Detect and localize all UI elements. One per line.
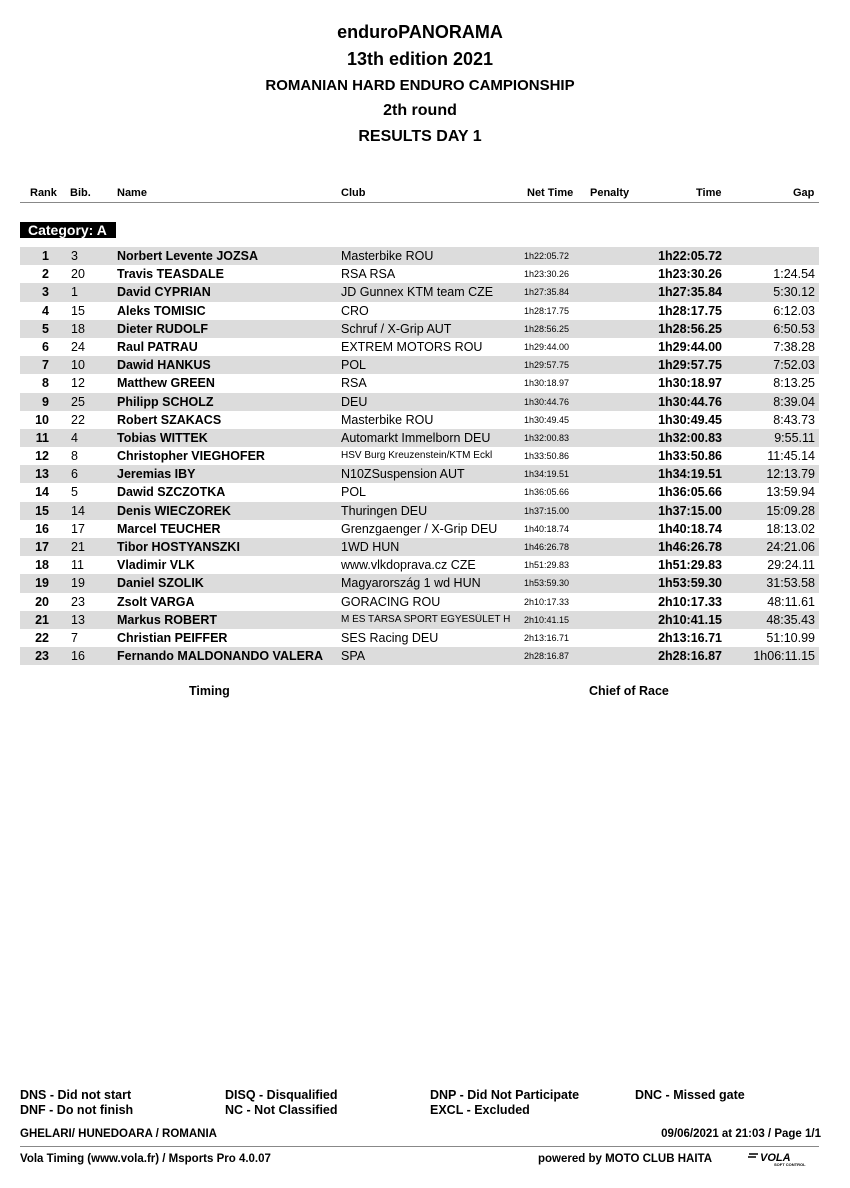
bib-cell: 25	[71, 394, 85, 409]
table-row	[20, 538, 819, 556]
table-row	[20, 411, 819, 429]
name-cell: Jeremias IBY	[117, 467, 196, 482]
club-cell: GORACING ROU	[341, 594, 441, 609]
gap-cell: 11:45.14	[767, 449, 815, 464]
time-cell: 1h30:44.76	[658, 394, 722, 409]
name-cell: Dawid SZCZOTKA	[117, 485, 226, 500]
table-row	[20, 629, 819, 647]
bib-cell: 22	[71, 412, 85, 427]
table-row	[20, 374, 819, 392]
club-cell: N10ZSuspension AUT	[341, 467, 465, 482]
bib-cell: 20	[71, 267, 85, 282]
net-time-cell: 1h32:00.83	[524, 432, 570, 443]
bib-cell: 24	[71, 339, 85, 354]
document-title-block	[0, 19, 840, 149]
name-cell: Matthew GREEN	[117, 376, 215, 391]
table-row	[20, 447, 819, 465]
table-row	[20, 283, 819, 301]
bib-cell: 6	[71, 467, 78, 482]
time-cell: 2h10:41.15	[658, 612, 722, 627]
bib-cell: 11	[71, 558, 84, 573]
header-gap: Gap	[793, 187, 815, 199]
name-cell: Travis TEASDALE	[117, 267, 224, 282]
bib-cell: 1	[71, 285, 78, 300]
rank-cell: 8	[42, 376, 49, 391]
svg-text:VOLA: VOLA	[760, 1152, 791, 1164]
event-name: enduroPANORAMA	[337, 22, 503, 42]
time-cell: 1h30:18.97	[658, 376, 722, 391]
time-cell: 1h27:35.84	[658, 285, 722, 300]
powered-by: powered by MOTO CLUB HAITA	[538, 1153, 712, 1165]
bib-cell: 14	[71, 503, 85, 518]
svg-text:SOFT CONTROL: SOFT CONTROL	[774, 1162, 806, 1167]
rank-cell: 20	[35, 594, 49, 609]
gap-cell: 7:38.28	[773, 339, 815, 354]
gap-cell: 9:55.11	[774, 430, 815, 445]
gap-cell: 6:12.03	[773, 303, 815, 318]
net-time-cell: 1h28:56.25	[524, 323, 570, 334]
gap-cell: 13:59.94	[766, 485, 815, 500]
table-row	[20, 247, 819, 265]
bib-cell: 4	[71, 430, 78, 445]
name-cell: Christopher VIEGHOFER	[117, 449, 265, 464]
time-cell: 1h36:05.66	[658, 485, 722, 500]
bib-cell: 3	[71, 249, 78, 263]
rank-cell: 1	[42, 249, 49, 263]
table-row	[20, 483, 819, 501]
name-cell: Raul PATRAU	[117, 339, 198, 354]
bib-cell: 8	[71, 449, 78, 464]
bib-cell: 21	[71, 540, 85, 554]
club-cell: RSA RSA	[341, 267, 396, 282]
gap-cell: 48:35.43	[766, 612, 815, 627]
timing-signature-label: Timing	[189, 684, 230, 698]
rank-cell: 10	[35, 412, 49, 427]
rank-cell: 6	[42, 339, 49, 354]
time-cell: 1h33:50.86	[658, 449, 722, 464]
bib-cell: 15	[71, 303, 85, 318]
table-row	[20, 593, 819, 611]
net-time-cell: 1h30:18.97	[524, 378, 570, 389]
rank-cell: 3	[42, 285, 49, 300]
name-cell: Dawid HANKUS	[117, 358, 211, 373]
gap-cell: 12:13.79	[766, 467, 815, 482]
gap-cell: 8:39.04	[773, 394, 815, 409]
club-cell: CRO	[341, 303, 369, 318]
name-cell: Daniel SZOLIK	[117, 576, 204, 591]
time-cell: 1h30:49.45	[658, 412, 722, 427]
name-cell: Markus ROBERT	[117, 612, 218, 627]
time-cell: 1h53:59.30	[658, 576, 722, 591]
results-title: RESULTS DAY 1	[358, 128, 482, 145]
rank-cell: 7	[42, 358, 49, 373]
rank-cell: 2	[42, 267, 49, 282]
rank-cell: 15	[35, 503, 49, 518]
header-bib: Bib.	[70, 187, 91, 199]
rank-cell: 14	[35, 485, 49, 500]
name-cell: Robert SZAKACS	[117, 412, 222, 427]
club-cell: Automarkt Immelborn DEU	[341, 430, 491, 445]
club-cell: POL	[341, 358, 367, 373]
club-cell: POL	[341, 485, 367, 500]
header-club: Club	[341, 187, 366, 199]
net-time-cell: 1h40:18.74	[524, 523, 570, 534]
rank-cell: 4	[42, 303, 49, 318]
table-row	[20, 320, 819, 338]
results-table-header	[20, 186, 819, 203]
club-cell: Magyarország 1 wd HUN	[341, 576, 481, 591]
name-cell: Fernando MALDONANDO VALERA	[117, 649, 324, 664]
gap-cell: 6:50.53	[773, 321, 815, 336]
net-time-cell: 2h13:16.71	[524, 632, 570, 643]
legend-excl: EXCL - Excluded	[430, 1103, 530, 1117]
print-date-page: 09/06/2021 at 21:03 / Page 1/1	[661, 1128, 821, 1140]
header-time: Time	[696, 187, 722, 199]
net-time-cell: 2h10:17.33	[524, 596, 570, 607]
club-cell: Masterbike ROU	[341, 249, 434, 263]
gap-cell: 15:09.28	[766, 503, 815, 518]
time-cell: 1h37:15.00	[658, 503, 722, 518]
table-row	[20, 574, 819, 592]
gap-cell: 1:24.54	[773, 267, 815, 282]
name-cell: Denis WIECZOREK	[117, 503, 231, 518]
legend-dns: DNS - Did not start	[20, 1088, 132, 1102]
gap-cell: 1h06:11.15	[753, 649, 815, 664]
time-cell: 1h34:19.51	[658, 467, 722, 482]
time-cell: 1h40:18.74	[658, 521, 722, 536]
bib-cell: 19	[71, 576, 85, 591]
rank-cell: 11	[35, 430, 49, 445]
rank-cell: 19	[35, 576, 49, 591]
net-time-cell: 1h28:17.75	[524, 305, 570, 316]
rank-cell: 21	[35, 612, 49, 627]
table-row	[20, 393, 819, 411]
name-cell: Christian PEIFFER	[117, 630, 228, 645]
club-cell: Thuringen DEU	[341, 503, 428, 518]
name-cell: Marcel TEUCHER	[117, 521, 221, 536]
name-cell: Dieter RUDOLF	[117, 321, 208, 336]
table-row	[20, 465, 819, 483]
rank-cell: 16	[35, 521, 49, 536]
club-cell: EXTREM MOTORS ROU	[341, 339, 483, 354]
gap-cell: 8:43.73	[773, 412, 815, 427]
rank-cell: 13	[35, 467, 49, 482]
legend-column-3	[430, 1088, 579, 1118]
event-location: GHELARI/ HUNEDOARA / ROMANIA	[20, 1128, 217, 1140]
net-time-cell: 1h22:05.72	[524, 251, 570, 261]
header-name: Name	[117, 187, 147, 199]
club-cell: www.vlkdoprava.cz CZE	[341, 558, 476, 573]
rank-cell: 23	[35, 649, 49, 664]
club-cell: Schruf / X-Grip AUT	[341, 321, 452, 336]
club-cell: JD Gunnex KTM team CZE	[341, 285, 494, 300]
time-cell: 1h29:44.00	[658, 339, 722, 354]
time-cell: 1h46:26.78	[658, 540, 722, 554]
legend-nc: NC - Not Classified	[225, 1103, 338, 1117]
gap-cell: 48:11.61	[767, 594, 815, 609]
table-row	[20, 265, 819, 283]
name-cell: Zsolt VARGA	[117, 594, 195, 609]
legend-dnp: DNP - Did Not Participate	[430, 1088, 580, 1102]
round: 2th round	[383, 102, 457, 119]
club-cell: SPA	[341, 649, 366, 664]
chief-of-race-signature-label: Chief of Race	[589, 684, 669, 698]
net-time-cell: 1h29:44.00	[524, 341, 570, 352]
gap-cell: 29:24.11	[767, 558, 815, 573]
bib-cell: 23	[71, 594, 85, 609]
table-row	[20, 429, 819, 447]
table-row	[20, 611, 819, 629]
rank-cell: 18	[35, 558, 49, 573]
net-time-cell: 2h10:41.15	[524, 614, 570, 625]
header-rank: Rank	[30, 187, 57, 199]
gap-cell: 7:52.03	[773, 358, 815, 373]
net-time-cell: 1h37:15.00	[524, 505, 570, 516]
software-credit: Vola Timing (www.vola.fr) / Msports Pro 4.0.07	[20, 1153, 271, 1165]
club-cell: M ÉS TÁRSA SPORT EGYESÜLET H	[341, 613, 511, 625]
legend-dnf: DNF - Do not finish	[20, 1103, 134, 1117]
gap-cell: 31:53.58	[766, 576, 815, 591]
gap-cell: 5:30.12	[773, 285, 815, 300]
net-time-cell: 1h46:26.78	[524, 542, 570, 552]
club-cell: Grenzgaenger / X-Grip DEU	[341, 521, 498, 536]
championship-name: ROMANIAN HARD ENDURO CAMPIONSHIP	[265, 77, 575, 94]
gap-cell: 8:13.25	[773, 376, 815, 391]
net-time-cell: 1h34:19.51	[524, 469, 570, 480]
legend-disq: DISQ - Disqualified	[225, 1088, 338, 1102]
net-time-cell: 1h27:35.84	[524, 287, 570, 298]
time-cell: 1h29:57.75	[658, 358, 722, 373]
time-cell: 2h10:17.33	[658, 594, 722, 609]
name-cell: Norbert Levente JOZSA	[117, 249, 259, 263]
rank-cell: 22	[35, 630, 49, 645]
header-net-time: Net Time	[527, 187, 574, 199]
time-cell: 2h13:16.71	[658, 630, 722, 645]
table-row	[20, 647, 819, 665]
bib-cell: 7	[71, 630, 78, 645]
time-cell: 1h22:05.72	[658, 249, 722, 263]
bib-cell: 5	[71, 485, 78, 500]
net-time-cell: 1h23:30.26	[524, 269, 570, 280]
net-time-cell: 1h53:59.30	[524, 578, 570, 589]
time-cell: 1h28:56.25	[658, 321, 722, 336]
name-cell: Vladimir VLK	[117, 558, 195, 573]
table-row	[20, 520, 819, 538]
gap-cell: 24:21.06	[766, 540, 815, 554]
club-cell: DEU	[341, 394, 368, 409]
table-row	[20, 502, 819, 520]
header-penalty: Penalty	[590, 187, 630, 199]
bib-cell: 12	[71, 376, 85, 391]
net-time-cell: 1h33:50.86	[524, 451, 570, 462]
vola-logo	[748, 1151, 820, 1167]
table-row	[20, 356, 819, 374]
time-cell: 2h28:16.87	[658, 649, 722, 664]
net-time-cell: 1h51:29.83	[524, 560, 570, 571]
rank-cell: 12	[35, 449, 49, 464]
club-cell: HSV Burg Kreuzenstein/KTM Eckl	[341, 450, 493, 462]
name-cell: Aleks TOMISIC	[117, 303, 206, 318]
table-row	[20, 302, 819, 320]
bib-cell: 13	[71, 612, 85, 627]
net-time-cell: 1h36:05.66	[524, 487, 570, 498]
time-cell: 1h23:30.26	[658, 267, 722, 282]
edition: 13th edition 2021	[346, 49, 494, 69]
rank-cell: 5	[42, 321, 49, 336]
category-label: Category: A	[20, 222, 116, 238]
table-row	[20, 338, 819, 356]
footer-divider	[20, 1146, 819, 1147]
bib-cell: 18	[71, 321, 85, 336]
name-cell: Tibor HOSTYANSZKI	[117, 540, 240, 554]
net-time-cell: 1h30:49.45	[524, 414, 570, 425]
bib-cell: 10	[71, 358, 85, 373]
gap-cell: 18:13.02	[766, 521, 815, 536]
time-cell: 1h32:00.83	[658, 430, 722, 445]
net-time-cell: 1h29:57.75	[524, 360, 570, 371]
club-cell: 1WD HUN	[341, 540, 400, 554]
name-cell: David CYPRIAN	[117, 285, 211, 300]
bib-cell: 16	[71, 649, 85, 664]
bib-cell: 17	[71, 521, 85, 536]
net-time-cell: 2h28:16.87	[524, 651, 570, 662]
time-cell: 1h28:17.75	[658, 303, 722, 318]
net-time-cell: 1h30:44.76	[524, 396, 570, 407]
name-cell: Philipp SCHOLZ	[117, 394, 214, 409]
club-cell: RSA	[341, 376, 367, 391]
legend-dnc: DNC - Missed gate	[635, 1088, 745, 1102]
results-table-body	[20, 247, 819, 665]
club-cell: SES Racing DEU	[341, 630, 439, 645]
club-cell: Masterbike ROU	[341, 412, 434, 427]
legend-column-1	[20, 1088, 133, 1118]
name-cell: Tobias WITTEK	[117, 430, 208, 445]
table-row	[20, 556, 819, 574]
legend-column-2	[225, 1088, 338, 1118]
rank-cell: 9	[42, 394, 49, 409]
legend-column-4	[635, 1088, 745, 1103]
gap-cell: 51:10.99	[766, 630, 815, 645]
rank-cell: 17	[35, 540, 49, 554]
time-cell: 1h51:29.83	[658, 558, 722, 573]
